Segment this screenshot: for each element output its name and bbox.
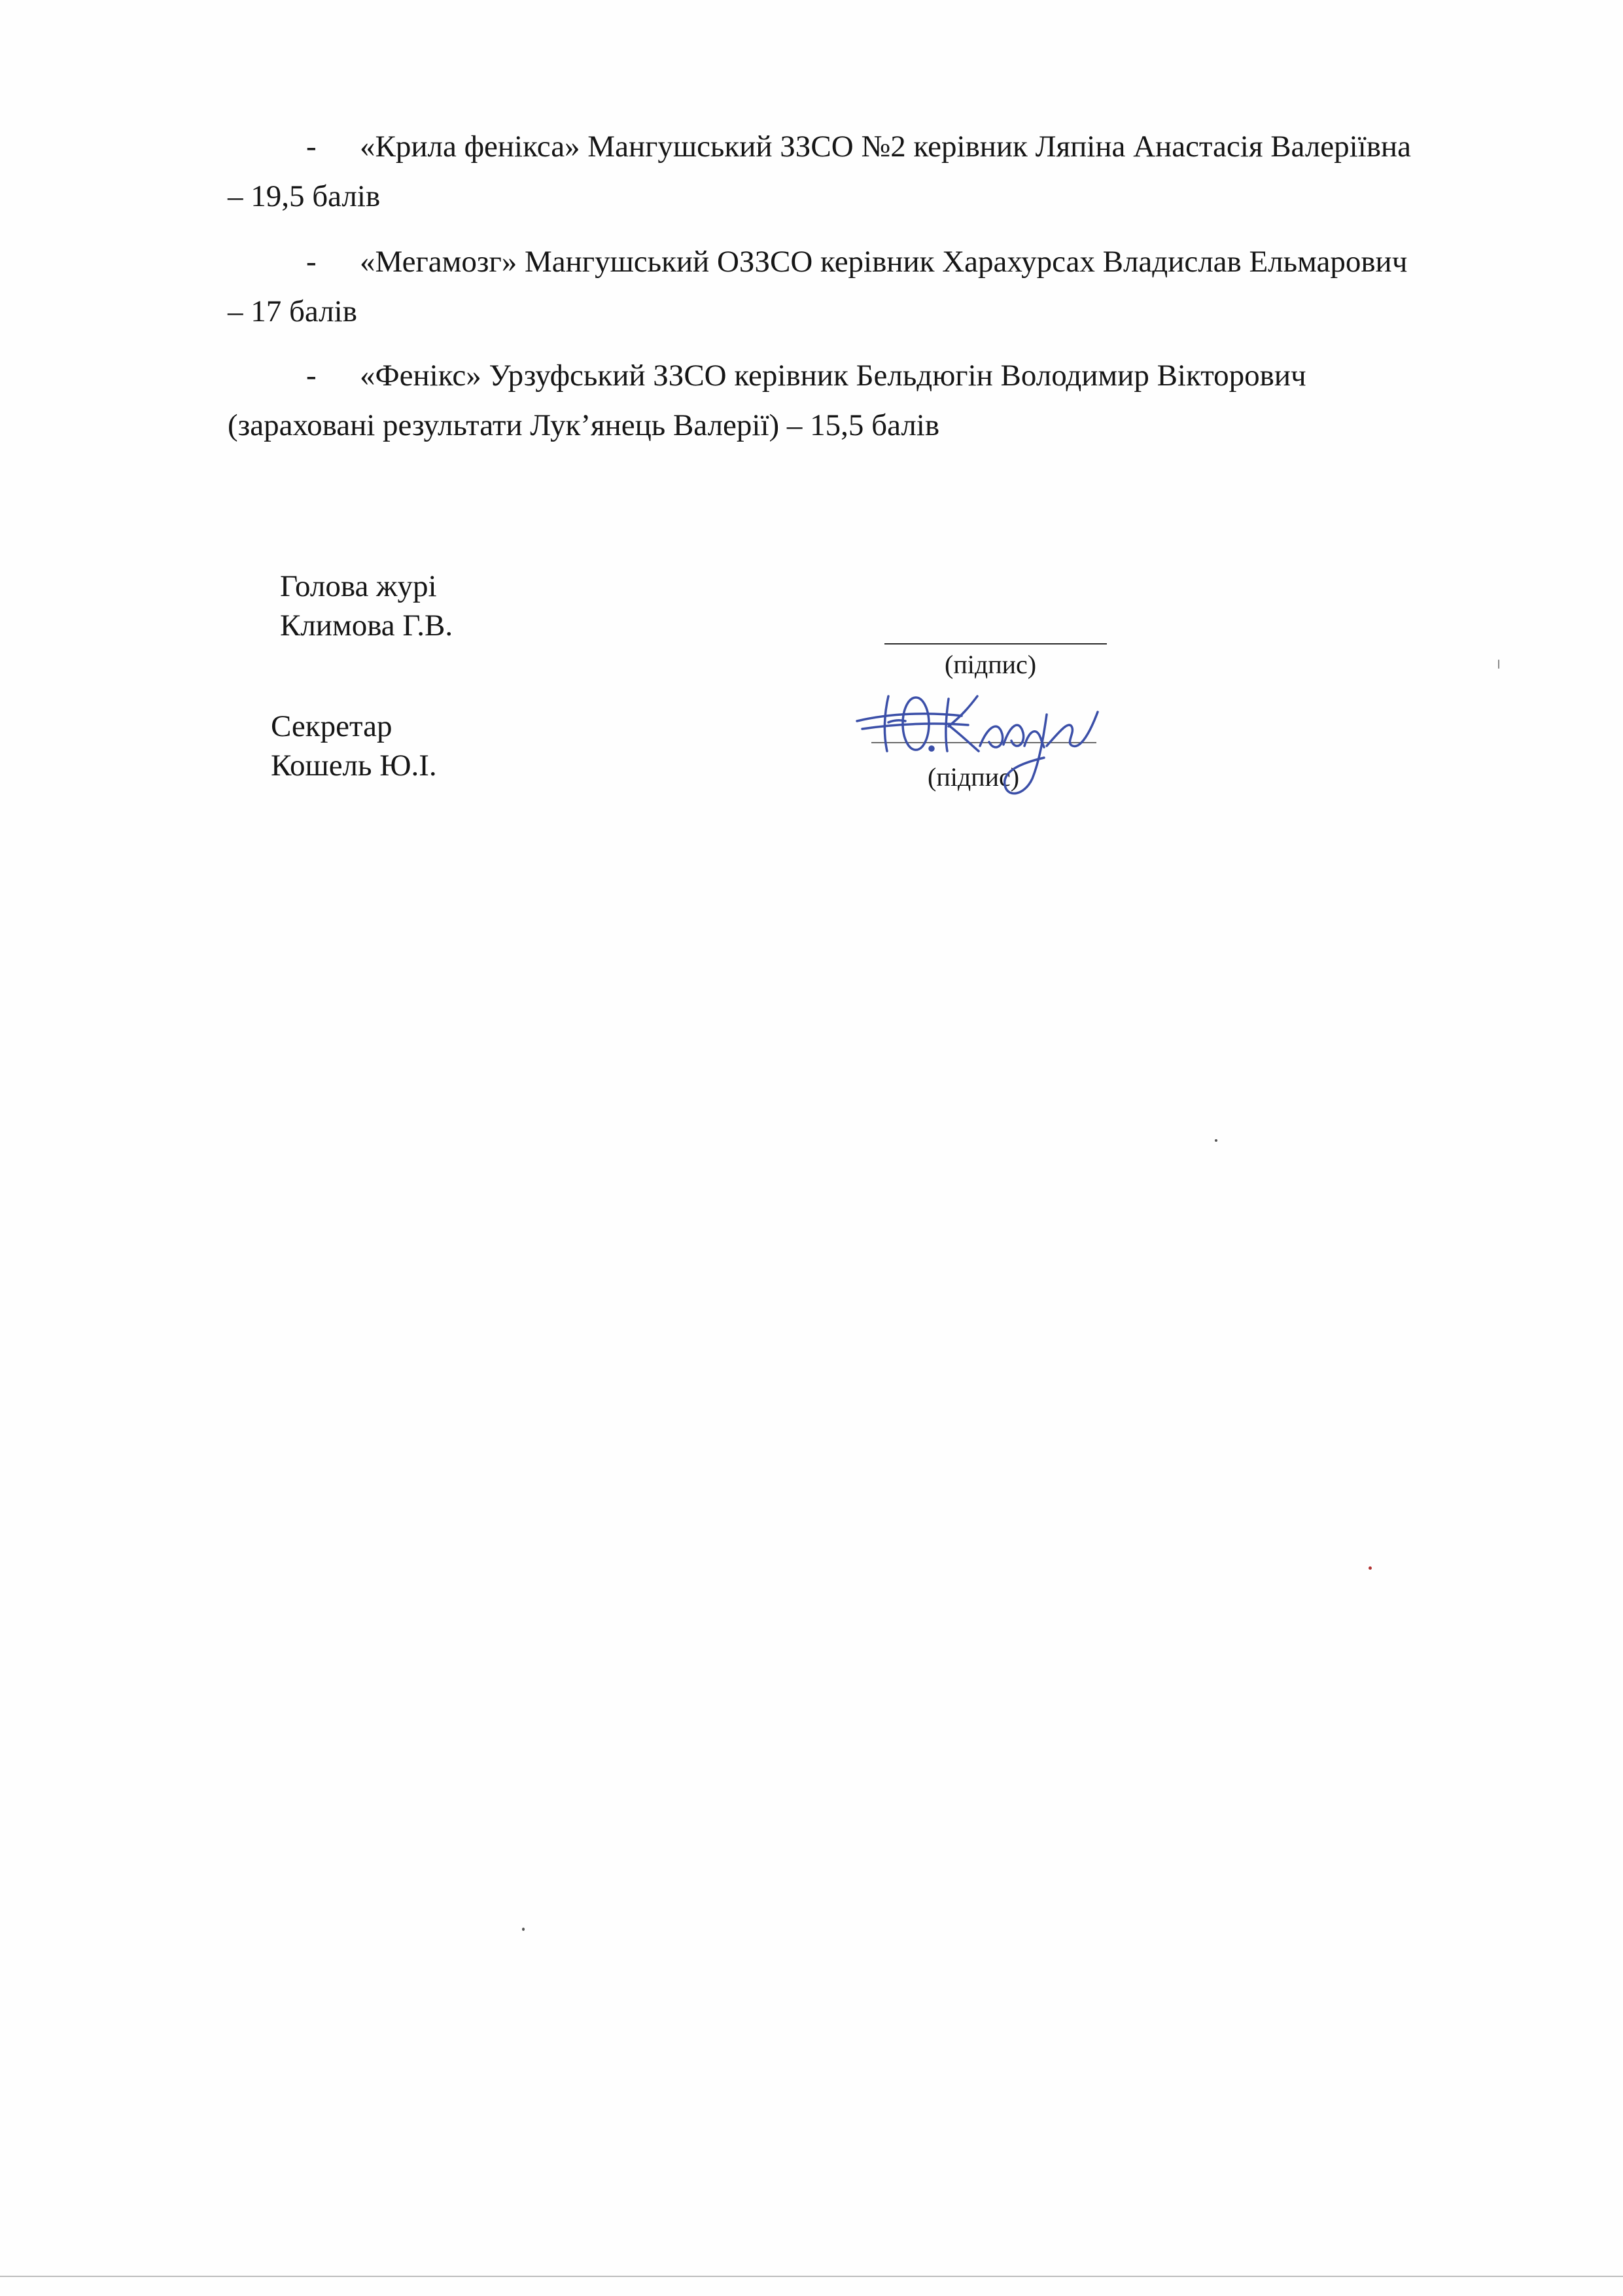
chair-signature-caption: (підпис) — [945, 650, 1037, 679]
secretary-signature-caption: (підпис) — [928, 762, 1020, 792]
secretary-name: Кошель Ю.І. — [271, 749, 437, 783]
chair-signature-line — [884, 643, 1107, 645]
scan-speck — [1369, 1566, 1372, 1570]
scan-speck — [1498, 660, 1499, 669]
result-entry-3-line-1: «Фенікс» Урзуфський ЗЗСО керівник Бельдюгін Володимир Вікторович — [360, 359, 1306, 393]
handwritten-signature — [850, 680, 1125, 805]
scan-bottom-edge — [0, 2276, 1623, 2277]
scan-speck — [1215, 1139, 1217, 1142]
result-entry-2-line-2: – 17 балів — [228, 294, 357, 328]
list-bullet: - — [306, 359, 317, 393]
scan-speck — [522, 1928, 525, 1931]
list-bullet: - — [306, 130, 317, 164]
list-bullet: - — [306, 245, 317, 279]
chair-role: Голова журі — [280, 569, 437, 603]
result-entry-1-line-1: «Крила фенікса» Мангушський ЗЗСО №2 керівник Ляпіна Анастасія Валеріївна — [360, 130, 1411, 164]
chair-name: Климова Г.В. — [280, 609, 453, 643]
result-entry-2-line-1: «Мегамозг» Мангушський ОЗЗСО керівник Харахурсах Владислав Ельмарович — [360, 245, 1408, 279]
result-entry-3-line-2: (зараховані результати Лук’янець Валерії) – 15,5 балів — [228, 408, 940, 442]
result-entry-1-line-2: – 19,5 балів — [228, 179, 381, 213]
secretary-role: Секретар — [271, 709, 393, 743]
